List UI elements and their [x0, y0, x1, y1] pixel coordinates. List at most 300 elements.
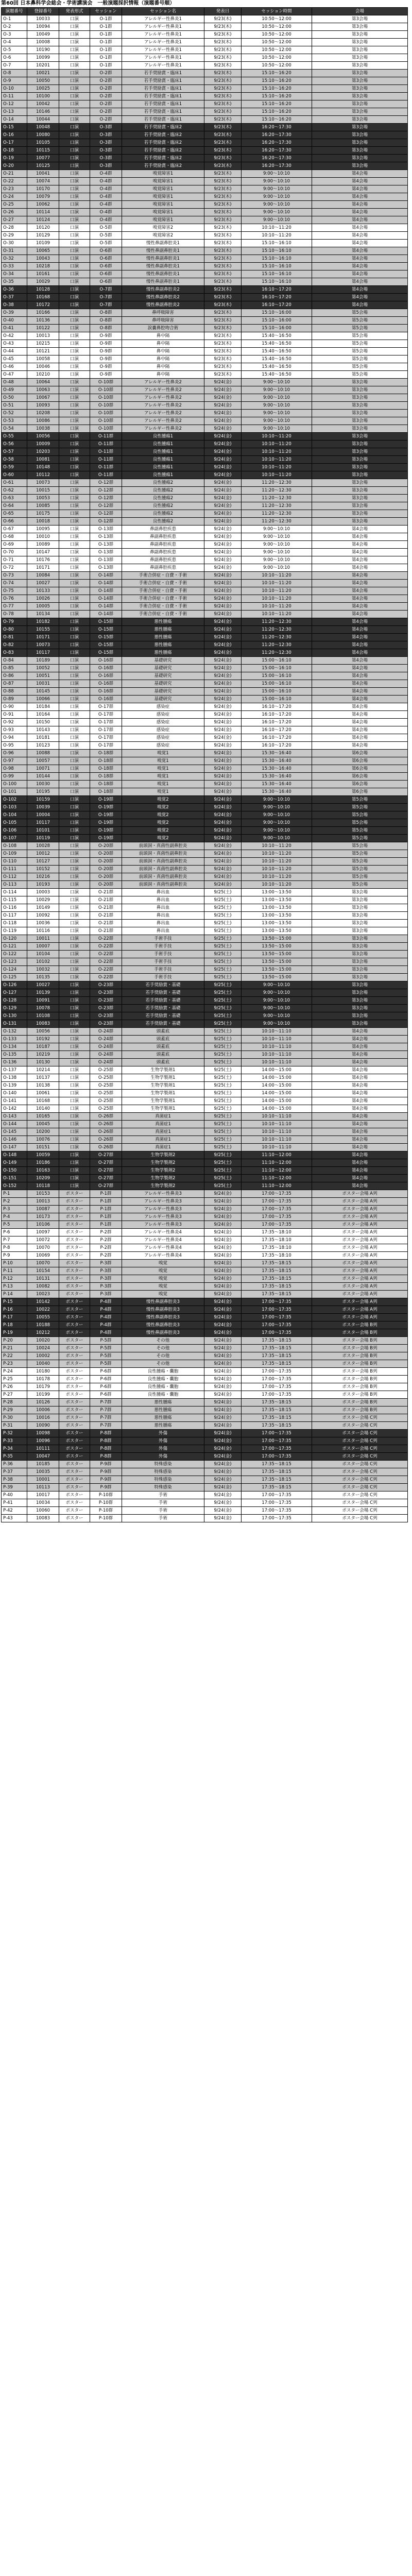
cell-session-time: 15:30〜16:40 — [242, 750, 312, 757]
cell-venue: 第3会場 — [312, 495, 408, 502]
cell-registration-no: 10112 — [27, 471, 59, 479]
cell-session: O-6群 — [90, 255, 122, 263]
cell-session-name: 若手奨励賞・臨床1 — [122, 100, 204, 108]
cell-session-time: 15:10〜16:10 — [242, 263, 312, 270]
table-row — [2, 417, 408, 425]
cell-session-time: 11:20〜12:30 — [242, 487, 312, 495]
cell-session-time: 16:10〜17:20 — [242, 734, 312, 742]
cell-registration-no: 10149 — [27, 904, 59, 912]
table-row — [2, 124, 408, 131]
cell-session: O-10群 — [90, 417, 122, 425]
cell-abstract-no: O-109 — [2, 850, 27, 858]
table-row — [2, 1128, 408, 1136]
cell-abstract-no: P-10 — [2, 1260, 27, 1267]
cell-date: 9/23(木) — [204, 278, 242, 286]
cell-venue: ポスター会場 A列 — [312, 1229, 408, 1236]
cell-format: 口演 — [59, 456, 90, 464]
cell-registration-no: 10193 — [27, 881, 59, 889]
cell-format: 口演 — [59, 541, 90, 549]
cell-abstract-no: O-63 — [2, 495, 27, 502]
cell-date: 9/23(木) — [204, 70, 242, 77]
cell-registration-no: 10004 — [27, 811, 59, 819]
cell-date: 9/24(金) — [204, 1476, 242, 1484]
cell-session-name: 手術 — [122, 1499, 204, 1507]
cell-session: O-13群 — [90, 541, 122, 549]
cell-session: O-21群 — [90, 912, 122, 920]
cell-session: O-4群 — [90, 170, 122, 178]
cell-abstract-no: O-20 — [2, 162, 27, 170]
cell-session-name: アレルギー性鼻炎2 — [122, 425, 204, 433]
cell-registration-no: 10073 — [27, 641, 59, 649]
table-row — [2, 966, 408, 974]
cell-session: O-20群 — [90, 881, 122, 889]
cell-abstract-no: P-36 — [2, 1461, 27, 1468]
cell-session: O-24群 — [90, 1028, 122, 1036]
table-row — [2, 1422, 408, 1430]
cell-session-time: 17:35〜18:15 — [242, 1484, 312, 1492]
cell-session: O-15群 — [90, 649, 122, 657]
cell-registration-no: 10111 — [27, 1445, 59, 1453]
table-row — [2, 711, 408, 719]
cell-date: 9/24(金) — [204, 781, 242, 788]
cell-venue: 第3会場 — [312, 958, 408, 966]
table-row — [2, 781, 408, 788]
cell-abstract-no: O-127 — [2, 989, 27, 997]
cell-format: ポスター — [59, 1507, 90, 1515]
cell-session-name: アレルギー性鼻炎4 — [122, 1236, 204, 1244]
cell-registration-no: 10028 — [27, 842, 59, 850]
cell-venue: 第4会場 — [312, 193, 408, 201]
cell-abstract-no: O-4 — [2, 39, 27, 46]
cell-registration-no: 10061 — [27, 1090, 59, 1097]
cell-abstract-no: P-16 — [2, 1306, 27, 1314]
cell-format: 口演 — [59, 31, 90, 39]
cell-format: 口演 — [59, 958, 90, 966]
table-row — [2, 835, 408, 842]
table-row — [2, 526, 408, 533]
cell-date: 9/25(土) — [204, 927, 242, 935]
cell-format: 口演 — [59, 240, 90, 247]
cell-date: 9/24(金) — [204, 835, 242, 842]
cell-venue: 第4会場 — [312, 1082, 408, 1090]
cell-abstract-no: O-66 — [2, 518, 27, 526]
cell-session-name: 生物学製剤1 — [122, 1105, 204, 1113]
cell-session: P-3群 — [90, 1283, 122, 1291]
cell-format: ポスター — [59, 1206, 90, 1213]
cell-date: 9/24(金) — [204, 410, 242, 417]
cell-date: 9/24(金) — [204, 587, 242, 595]
cell-session-name: 生物学製剤2 — [122, 1151, 204, 1159]
table-row — [2, 278, 408, 286]
table-row — [2, 873, 408, 881]
cell-abstract-no: O-8 — [2, 70, 27, 77]
cell-session-name: 慢性鼻副鼻腔炎2 — [122, 286, 204, 294]
cell-venue: ポスター会場 C列 — [312, 1492, 408, 1499]
cell-session-time: 15:10〜16:10 — [242, 247, 312, 255]
cell-session-time: 10:10〜11:10 — [242, 1043, 312, 1051]
table-row — [2, 77, 408, 85]
cell-registration-no: 10008 — [27, 39, 59, 46]
cell-date: 9/23(木) — [204, 178, 242, 185]
cell-session: P-9群 — [90, 1484, 122, 1492]
cell-date: 9/25(土) — [204, 1136, 242, 1144]
cell-session-name: 嗅覚2 — [122, 811, 204, 819]
table-row — [2, 641, 408, 649]
table-row — [2, 1082, 408, 1090]
cell-session-name: 手術 — [122, 1507, 204, 1515]
cell-session: O-9群 — [90, 363, 122, 371]
cell-abstract-no: O-24 — [2, 193, 27, 201]
cell-registration-no: 10081 — [27, 456, 59, 464]
cell-venue: 第5会場 — [312, 371, 408, 379]
cell-session-time: 10:10〜11:10 — [242, 1051, 312, 1059]
table-row — [2, 1406, 408, 1414]
cell-date: 9/24(金) — [204, 386, 242, 394]
cell-format: 口演 — [59, 819, 90, 827]
table-row — [2, 773, 408, 781]
cell-session-time: 17:00〜17:35 — [242, 1499, 312, 1507]
cell-session: O-9群 — [90, 340, 122, 348]
cell-format: 口演 — [59, 564, 90, 572]
cell-date: 9/24(金) — [204, 773, 242, 781]
cell-abstract-no: O-43 — [2, 340, 27, 348]
table-row — [2, 348, 408, 355]
cell-registration-no: 10124 — [27, 216, 59, 224]
cell-format: 口演 — [59, 386, 90, 394]
cell-session: O-9群 — [90, 332, 122, 340]
cell-registration-no: 10113 — [27, 1484, 59, 1492]
cell-venue: ポスター会場 C列 — [312, 1445, 408, 1453]
cell-session-name: 若手奨励賞・臨床1 — [122, 70, 204, 77]
cell-session-time: 11:20〜12:30 — [242, 634, 312, 641]
cell-abstract-no: O-75 — [2, 587, 27, 595]
cell-format: 口演 — [59, 108, 90, 116]
cell-date: 9/24(金) — [204, 858, 242, 866]
cell-venue: 第5会場 — [312, 355, 408, 363]
cell-format: 口演 — [59, 263, 90, 270]
cell-venue: ポスター会場 B列 — [312, 1345, 408, 1352]
cell-session-time: 9:00〜10:10 — [242, 193, 312, 201]
cell-session-time: 16:10〜17:20 — [242, 726, 312, 734]
cell-session-time: 10:10〜11:20 — [242, 456, 312, 464]
cell-abstract-no: P-19 — [2, 1329, 27, 1337]
cell-registration-no: 10178 — [27, 1376, 59, 1383]
cell-session: P-8群 — [90, 1437, 122, 1445]
cell-abstract-no: O-128 — [2, 997, 27, 1005]
cell-session-time: 11:20〜12:30 — [242, 502, 312, 510]
cell-session: O-21群 — [90, 904, 122, 912]
cell-venue: 第4会場 — [312, 649, 408, 657]
cell-date: 9/24(金) — [204, 495, 242, 502]
cell-abstract-no: O-25 — [2, 201, 27, 209]
cell-session-name: 悪性腫瘍 — [122, 649, 204, 657]
cell-session-name: 真菌症1 — [122, 1121, 204, 1128]
cell-date: 9/23(木) — [204, 15, 242, 23]
cell-registration-no: 10026 — [27, 595, 59, 603]
cell-registration-no: 10144 — [27, 773, 59, 781]
cell-session-time: 17:35〜18:10 — [242, 1244, 312, 1252]
table-row — [2, 1492, 408, 1499]
cell-date: 9/24(金) — [204, 1267, 242, 1275]
table-row — [2, 1430, 408, 1437]
cell-session: O-18群 — [90, 750, 122, 757]
cell-date: 9/23(木) — [204, 46, 242, 54]
cell-date: 9/25(土) — [204, 904, 242, 912]
cell-session: P-5群 — [90, 1337, 122, 1345]
cell-format: 口演 — [59, 549, 90, 556]
cell-session-time: 13:00〜13:50 — [242, 896, 312, 904]
cell-session: O-14群 — [90, 611, 122, 618]
cell-venue: ポスター会場 C列 — [312, 1476, 408, 1484]
cell-registration-no: 10083 — [27, 1020, 59, 1028]
cell-session: O-10群 — [90, 386, 122, 394]
cell-session-name: 鼻副鼻腔疾患 — [122, 556, 204, 564]
cell-venue: 第3会場 — [312, 951, 408, 958]
cell-registration-no: 10137 — [27, 1074, 59, 1082]
cell-venue: ポスター会場 A列 — [312, 1190, 408, 1198]
cell-abstract-no: O-7 — [2, 62, 27, 70]
cell-registration-no: 10045 — [27, 1121, 59, 1128]
cell-format: 口演 — [59, 309, 90, 317]
cell-session-name: 頭蓋底 — [122, 1028, 204, 1036]
cell-format: ポスター — [59, 1430, 90, 1437]
cell-session-name: 生物学製剤2 — [122, 1182, 204, 1190]
cell-date: 9/24(金) — [204, 657, 242, 665]
cell-session: O-12群 — [90, 518, 122, 526]
cell-session: O-27群 — [90, 1159, 122, 1167]
cell-venue: ポスター会場 C列 — [312, 1437, 408, 1445]
cell-abstract-no: P-9 — [2, 1252, 27, 1260]
cell-abstract-no: O-98 — [2, 765, 27, 773]
cell-format: 口演 — [59, 286, 90, 294]
cell-session: O-17群 — [90, 703, 122, 711]
cell-registration-no: 10218 — [27, 263, 59, 270]
cell-venue: ポスター会場 A列 — [312, 1260, 408, 1267]
cell-session-time: 14:00〜15:00 — [242, 1082, 312, 1090]
cell-session-time: 17:35〜18:15 — [242, 1337, 312, 1345]
cell-format: 口演 — [59, 873, 90, 881]
cell-session-time: 11:20〜12:30 — [242, 649, 312, 657]
cell-session-name: 手術手技 — [122, 935, 204, 943]
cell-date: 9/25(土) — [204, 981, 242, 989]
cell-date: 9/24(金) — [204, 1437, 242, 1445]
cell-session-time: 9:00〜10:10 — [242, 549, 312, 556]
cell-date: 9/24(金) — [204, 726, 242, 734]
cell-abstract-no: O-56 — [2, 440, 27, 448]
cell-registration-no: 10161 — [27, 270, 59, 278]
cell-session: P-9群 — [90, 1476, 122, 1484]
cell-venue: 第3会場 — [312, 896, 408, 904]
cell-abstract-no: O-134 — [2, 1043, 27, 1051]
cell-session: P-4群 — [90, 1306, 122, 1314]
cell-session: O-16群 — [90, 680, 122, 688]
table-row — [2, 402, 408, 410]
table-row — [2, 1206, 408, 1213]
cell-format: 口演 — [59, 54, 90, 62]
table-row — [2, 726, 408, 734]
cell-format: 口演 — [59, 39, 90, 46]
table-row — [2, 216, 408, 224]
cell-session-time: 17:35〜18:15 — [242, 1291, 312, 1298]
cell-venue: ポスター会場 B列 — [312, 1337, 408, 1345]
cell-session: O-9群 — [90, 348, 122, 355]
cell-session-name: 嗅覚 — [122, 1260, 204, 1267]
cell-format: 口演 — [59, 719, 90, 726]
table-row — [2, 1376, 408, 1383]
cell-session-time: 10:10〜11:20 — [242, 448, 312, 456]
cell-session: O-14群 — [90, 603, 122, 611]
cell-abstract-no: O-26 — [2, 209, 27, 216]
cell-session-time: 15:10〜16:10 — [242, 278, 312, 286]
cell-venue: ポスター会場 A列 — [312, 1221, 408, 1229]
cell-format: ポスター — [59, 1360, 90, 1368]
cell-abstract-no: O-125 — [2, 974, 27, 981]
cell-venue: ポスター会場 C列 — [312, 1414, 408, 1422]
cell-session-time: 9:00〜10:10 — [242, 835, 312, 842]
cell-venue: 第3会場 — [312, 889, 408, 896]
cell-venue: 第4会場 — [312, 1121, 408, 1128]
cell-session-time: 15:40〜16:50 — [242, 348, 312, 355]
cell-abstract-no: O-58 — [2, 456, 27, 464]
cell-registration-no: 10143 — [27, 726, 59, 734]
cell-format: 口演 — [59, 147, 90, 155]
cell-venue: 第5会場 — [312, 827, 408, 835]
cell-session: O-3群 — [90, 139, 122, 147]
table-row — [2, 626, 408, 634]
table-row — [2, 433, 408, 440]
cell-format: 口演 — [59, 1128, 90, 1136]
cell-session: O-6群 — [90, 263, 122, 270]
cell-format: 口演 — [59, 417, 90, 425]
cell-session-time: 17:35〜18:15 — [242, 1260, 312, 1267]
cell-format: 口演 — [59, 611, 90, 618]
cell-registration-no: 10057 — [27, 757, 59, 765]
cell-abstract-no: O-52 — [2, 410, 27, 417]
cell-registration-no: 10096 — [27, 1437, 59, 1445]
header-venue: 会場 — [312, 8, 408, 15]
cell-session-name: 良性腫瘍1 — [122, 456, 204, 464]
cell-abstract-no: O-49 — [2, 386, 27, 394]
cell-abstract-no: O-55 — [2, 433, 27, 440]
cell-date: 9/24(金) — [204, 873, 242, 881]
table-row — [2, 487, 408, 495]
cell-venue: 第3会場 — [312, 425, 408, 433]
table-row — [2, 240, 408, 247]
table-row — [2, 394, 408, 402]
cell-registration-no: 10034 — [27, 1499, 59, 1507]
cell-date: 9/24(金) — [204, 549, 242, 556]
cell-registration-no: 10062 — [27, 201, 59, 209]
cell-format: 口演 — [59, 1090, 90, 1097]
cell-registration-no: 10072 — [27, 1236, 59, 1244]
cell-session: O-20群 — [90, 842, 122, 850]
cell-registration-no: 10216 — [27, 873, 59, 881]
cell-date: 9/24(金) — [204, 479, 242, 487]
cell-venue: 第4会場 — [312, 1051, 408, 1059]
cell-session-name: 良性腫瘍1 — [122, 440, 204, 448]
cell-session: O-23群 — [90, 1020, 122, 1028]
cell-date: 9/25(土) — [204, 1036, 242, 1043]
cell-session-time: 16:10〜17:20 — [242, 719, 312, 726]
cell-abstract-no: O-148 — [2, 1151, 27, 1159]
cell-registration-no: 10058 — [27, 355, 59, 363]
cell-session: O-24群 — [90, 1036, 122, 1043]
cell-registration-no: 10070 — [27, 1260, 59, 1267]
cell-session-name: 真菌症1 — [122, 1136, 204, 1144]
cell-abstract-no: P-11 — [2, 1267, 27, 1275]
cell-abstract-no: P-17 — [2, 1314, 27, 1321]
cell-session-time: 15:00〜16:10 — [242, 657, 312, 665]
cell-venue: 第4会場 — [312, 1105, 408, 1113]
cell-session: O-23群 — [90, 981, 122, 989]
cell-session: O-22群 — [90, 966, 122, 974]
cell-session: P-1群 — [90, 1213, 122, 1221]
cell-session: O-4群 — [90, 216, 122, 224]
cell-session: P-3群 — [90, 1260, 122, 1267]
cell-session-time: 10:10〜11:20 — [242, 232, 312, 240]
cell-venue: 第3会場 — [312, 448, 408, 456]
cell-session: O-22群 — [90, 935, 122, 943]
cell-venue: 第5会場 — [312, 850, 408, 858]
cell-format: 口演 — [59, 232, 90, 240]
cell-abstract-no: O-42 — [2, 332, 27, 340]
cell-date: 9/24(金) — [204, 1484, 242, 1492]
cell-session-time: 10:10〜11:10 — [242, 1128, 312, 1136]
cell-format: 口演 — [59, 781, 90, 788]
table-row — [2, 410, 408, 417]
cell-session-name: 悪性腫瘍 — [122, 618, 204, 626]
cell-session: O-24群 — [90, 1059, 122, 1066]
cell-format: 口演 — [59, 224, 90, 232]
cell-session-name: 悪性腫瘍 — [122, 1422, 204, 1430]
cell-venue: ポスター会場 C列 — [312, 1484, 408, 1492]
cell-date: 9/25(土) — [204, 1182, 242, 1190]
cell-registration-no: 10032 — [27, 966, 59, 974]
table-row — [2, 788, 408, 796]
cell-date: 9/24(金) — [204, 1206, 242, 1213]
cell-session-time: 17:35〜18:15 — [242, 1399, 312, 1406]
cell-venue: 第4会場 — [312, 734, 408, 742]
cell-abstract-no: O-83 — [2, 649, 27, 657]
cell-session: O-19群 — [90, 827, 122, 835]
cell-abstract-no: P-26 — [2, 1383, 27, 1391]
cell-session-name: 特殊感染 — [122, 1461, 204, 1468]
table-row — [2, 85, 408, 93]
cell-session-time: 14:00〜15:00 — [242, 1090, 312, 1097]
cell-date: 9/24(金) — [204, 1275, 242, 1283]
cell-format: ポスター — [59, 1453, 90, 1461]
cell-format: ポスター — [59, 1283, 90, 1291]
cell-registration-no: 10035 — [27, 1468, 59, 1476]
cell-session-name: 頭蓋底 — [122, 1043, 204, 1051]
cell-session-name: 鼻中隔 — [122, 332, 204, 340]
table-row — [2, 1275, 408, 1283]
cell-session-name: 生物学製剤1 — [122, 1066, 204, 1074]
cell-session-name: 鼻出血 — [122, 920, 204, 927]
cell-format: 口演 — [59, 726, 90, 734]
cell-registration-no: 10195 — [27, 788, 59, 796]
cell-format: 口演 — [59, 495, 90, 502]
cell-format: 口演 — [59, 15, 90, 23]
cell-venue: 第3会場 — [312, 379, 408, 386]
cell-session-time: 16:10〜17:20 — [242, 742, 312, 750]
cell-registration-no: 10039 — [27, 804, 59, 811]
cell-date: 9/23(木) — [204, 162, 242, 170]
table-row — [2, 1484, 408, 1492]
cell-abstract-no: O-1 — [2, 15, 27, 23]
cell-venue: 第4会場 — [312, 185, 408, 193]
cell-session-name: 若手奨励賞・臨床1 — [122, 93, 204, 100]
